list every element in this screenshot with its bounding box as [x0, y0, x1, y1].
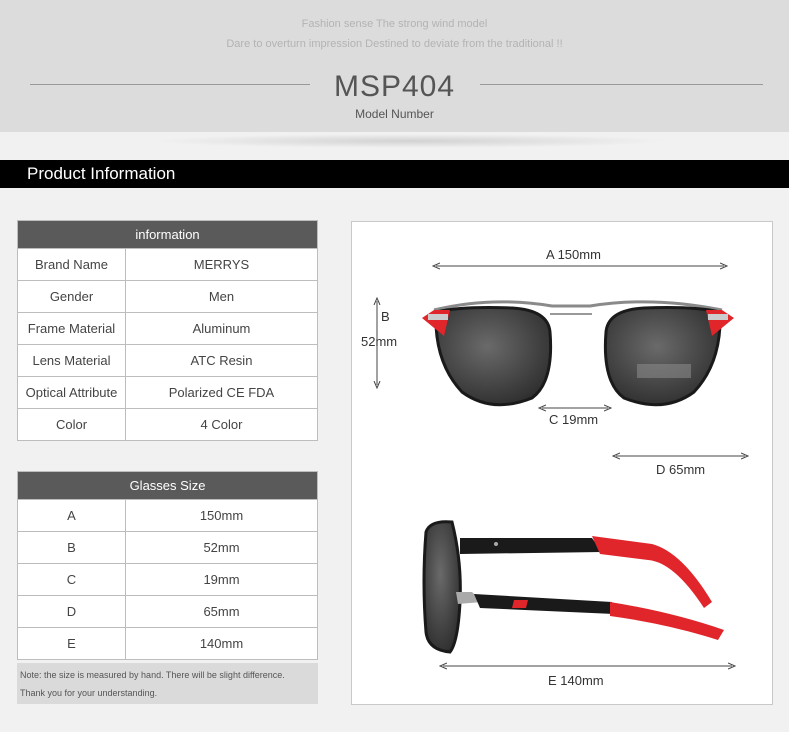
- slogan-line-1: Fashion sense The strong wind model: [301, 18, 488, 30]
- dimension-b-letter: B: [381, 309, 390, 324]
- row-label: B: [18, 532, 126, 564]
- row-label: Frame Material: [18, 313, 126, 345]
- model-number-label: Model Number: [355, 107, 434, 121]
- table-row: [18, 377, 318, 409]
- row-value: 150mm: [126, 500, 318, 532]
- size-note: [17, 663, 318, 704]
- dimension-b-label: 52mm: [361, 334, 398, 349]
- row-label: Optical Attribute: [18, 377, 126, 409]
- info-table-header: information: [18, 221, 318, 249]
- section-title: Product Information: [27, 164, 176, 183]
- row-label: Color: [18, 409, 126, 441]
- table-row: [18, 564, 318, 596]
- row-value: Polarized CE FDA: [126, 377, 318, 409]
- row-label: E: [18, 628, 126, 660]
- row-value: 65mm: [126, 596, 318, 628]
- table-row: [18, 281, 318, 313]
- row-label: Brand Name: [18, 249, 126, 281]
- row-value: 52mm: [126, 532, 318, 564]
- note-line-2: Thank you for your understanding.: [20, 688, 158, 698]
- table-row: [18, 500, 318, 532]
- row-label: C: [18, 564, 126, 596]
- dimension-c-label: C 19mm: [549, 412, 599, 427]
- row-label: Gender: [18, 281, 126, 313]
- row-label: A: [18, 500, 126, 532]
- slogan-line-2: Dare to overturn impression Destined to deviate from the traditional !!: [226, 38, 563, 50]
- side-view-glasses: [424, 522, 724, 652]
- dimension-e-label: E 140mm: [548, 673, 604, 688]
- front-view-glasses: [422, 302, 734, 405]
- row-value: MERRYS: [126, 249, 318, 281]
- section-bar: [0, 160, 789, 188]
- model-number: MSP404: [333, 70, 456, 103]
- table-row: [18, 345, 318, 377]
- info-table: [17, 220, 318, 441]
- size-table-header: Glasses Size: [18, 472, 318, 500]
- row-label: Lens Material: [18, 345, 126, 377]
- table-row: [18, 532, 318, 564]
- header-shadow: [150, 134, 670, 148]
- note-line-1: Note: the size is measured by hand. There will be slight difference.: [20, 670, 285, 680]
- table-row: [18, 628, 318, 660]
- dimension-a-label: A 150mm: [546, 247, 601, 262]
- row-value: 140mm: [126, 628, 318, 660]
- row-value: 4 Color: [126, 409, 318, 441]
- table-row: [18, 313, 318, 345]
- row-value: Men: [126, 281, 318, 313]
- table-row: [18, 249, 318, 281]
- sunglasses-illustration: [352, 222, 772, 704]
- row-value: Aluminum: [126, 313, 318, 345]
- size-table: [17, 471, 318, 660]
- dimension-d-label: D 65mm: [656, 462, 706, 477]
- product-photo-panel: [351, 221, 773, 705]
- row-value: 19mm: [126, 564, 318, 596]
- table-row: [18, 409, 318, 441]
- table-row: [18, 596, 318, 628]
- row-value: ATC Resin: [126, 345, 318, 377]
- row-label: D: [18, 596, 126, 628]
